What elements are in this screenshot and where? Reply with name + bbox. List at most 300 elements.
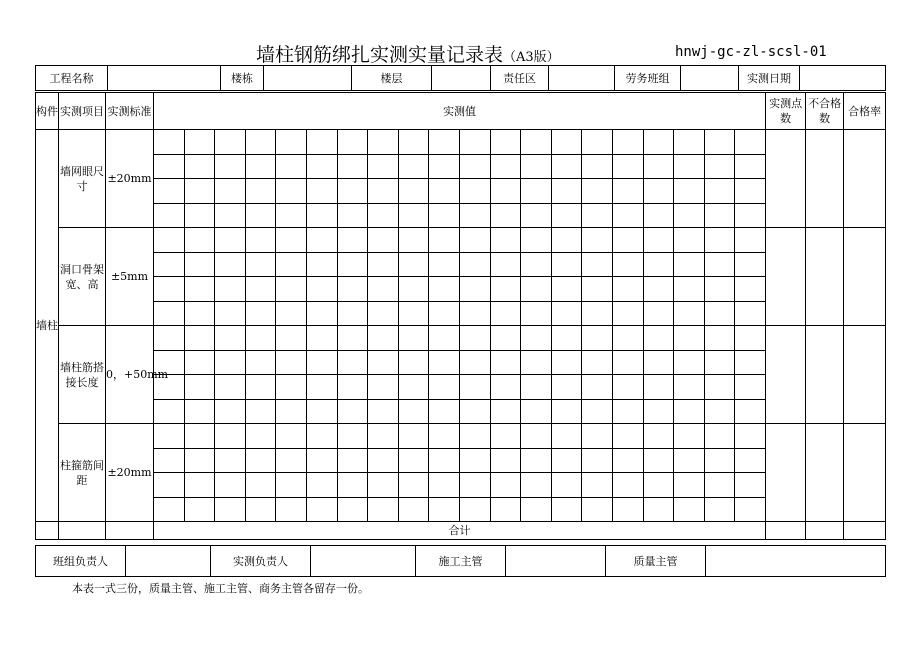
- value-cell[interactable]: [735, 179, 766, 204]
- value-cell[interactable]: [459, 301, 490, 326]
- value-cell[interactable]: [337, 228, 368, 253]
- pass-rate-cell[interactable]: [844, 424, 886, 522]
- unqualified-cell[interactable]: [806, 326, 844, 424]
- value-cell[interactable]: [154, 252, 185, 277]
- value-cell[interactable]: [643, 375, 674, 400]
- value-cell[interactable]: [337, 252, 368, 277]
- value-cell[interactable]: [704, 228, 735, 253]
- value-cell[interactable]: [459, 375, 490, 400]
- value-cell[interactable]: [490, 326, 521, 351]
- value-cell[interactable]: [521, 179, 552, 204]
- value-cell[interactable]: [245, 399, 276, 424]
- value-cell[interactable]: [337, 326, 368, 351]
- value-cell[interactable]: [704, 203, 735, 228]
- value-cell[interactable]: [521, 252, 552, 277]
- value-cell[interactable]: [184, 448, 215, 473]
- value-cell[interactable]: [154, 277, 185, 302]
- unqualified-cell[interactable]: [806, 228, 844, 326]
- value-cell[interactable]: [704, 179, 735, 204]
- value-cell[interactable]: [459, 448, 490, 473]
- value-cell[interactable]: [735, 448, 766, 473]
- value-cell[interactable]: [490, 154, 521, 179]
- responsible-area-field[interactable]: [549, 66, 615, 91]
- value-cell[interactable]: [582, 473, 613, 498]
- value-cell[interactable]: [398, 448, 429, 473]
- value-cell[interactable]: [368, 448, 399, 473]
- value-cell[interactable]: [184, 375, 215, 400]
- value-cell[interactable]: [735, 277, 766, 302]
- value-cell[interactable]: [215, 228, 246, 253]
- value-cell[interactable]: [429, 301, 460, 326]
- value-cell[interactable]: [612, 203, 643, 228]
- value-cell[interactable]: [368, 424, 399, 449]
- value-cell[interactable]: [306, 252, 337, 277]
- value-cell[interactable]: [612, 277, 643, 302]
- value-cell[interactable]: [215, 326, 246, 351]
- value-cell[interactable]: [245, 252, 276, 277]
- value-cell[interactable]: [674, 154, 705, 179]
- total-unqualified-cell[interactable]: [806, 522, 844, 540]
- value-cell[interactable]: [459, 130, 490, 155]
- value-cell[interactable]: [276, 375, 307, 400]
- value-cell[interactable]: [735, 228, 766, 253]
- value-cell[interactable]: [490, 424, 521, 449]
- value-cell[interactable]: [643, 350, 674, 375]
- value-cell[interactable]: [245, 203, 276, 228]
- value-cell[interactable]: [276, 473, 307, 498]
- value-cell[interactable]: [276, 326, 307, 351]
- value-cell[interactable]: [704, 375, 735, 400]
- value-cell[interactable]: [429, 252, 460, 277]
- points-cell[interactable]: [766, 228, 806, 326]
- value-cell[interactable]: [521, 375, 552, 400]
- value-cell[interactable]: [337, 424, 368, 449]
- value-cell[interactable]: [582, 277, 613, 302]
- value-cell[interactable]: [306, 424, 337, 449]
- value-cell[interactable]: [612, 130, 643, 155]
- value-cell[interactable]: [398, 497, 429, 522]
- value-cell[interactable]: [612, 301, 643, 326]
- value-cell[interactable]: [276, 301, 307, 326]
- value-cell[interactable]: [306, 473, 337, 498]
- value-cell[interactable]: [306, 203, 337, 228]
- value-cell[interactable]: [276, 497, 307, 522]
- value-cell[interactable]: [582, 301, 613, 326]
- value-cell[interactable]: [154, 448, 185, 473]
- total-points-cell[interactable]: [766, 522, 806, 540]
- value-cell[interactable]: [704, 424, 735, 449]
- value-cell[interactable]: [215, 252, 246, 277]
- value-cell[interactable]: [735, 203, 766, 228]
- value-cell[interactable]: [337, 497, 368, 522]
- value-cell[interactable]: [582, 228, 613, 253]
- value-cell[interactable]: [245, 179, 276, 204]
- value-cell[interactable]: [368, 375, 399, 400]
- value-cell[interactable]: [582, 497, 613, 522]
- value-cell[interactable]: [184, 228, 215, 253]
- value-cell[interactable]: [245, 473, 276, 498]
- value-cell[interactable]: [368, 203, 399, 228]
- value-cell[interactable]: [245, 326, 276, 351]
- value-cell[interactable]: [306, 301, 337, 326]
- value-cell[interactable]: [521, 497, 552, 522]
- value-cell[interactable]: [735, 252, 766, 277]
- value-cell[interactable]: [215, 399, 246, 424]
- value-cell[interactable]: [398, 424, 429, 449]
- value-cell[interactable]: [521, 301, 552, 326]
- value-cell[interactable]: [490, 350, 521, 375]
- value-cell[interactable]: [398, 154, 429, 179]
- value-cell[interactable]: [215, 375, 246, 400]
- value-cell[interactable]: [551, 301, 582, 326]
- value-cell[interactable]: [612, 473, 643, 498]
- value-cell[interactable]: [674, 252, 705, 277]
- total-pass-rate-cell[interactable]: [844, 522, 886, 540]
- value-cell[interactable]: [643, 277, 674, 302]
- value-cell[interactable]: [674, 228, 705, 253]
- quality-supervisor-field[interactable]: [706, 546, 886, 577]
- value-cell[interactable]: [643, 252, 674, 277]
- value-cell[interactable]: [459, 154, 490, 179]
- value-cell[interactable]: [398, 228, 429, 253]
- value-cell[interactable]: [398, 350, 429, 375]
- value-cell[interactable]: [582, 424, 613, 449]
- value-cell[interactable]: [184, 326, 215, 351]
- value-cell[interactable]: [582, 154, 613, 179]
- value-cell[interactable]: [245, 154, 276, 179]
- value-cell[interactable]: [735, 350, 766, 375]
- value-cell[interactable]: [398, 277, 429, 302]
- value-cell[interactable]: [245, 497, 276, 522]
- value-cell[interactable]: [735, 424, 766, 449]
- value-cell[interactable]: [184, 301, 215, 326]
- value-cell[interactable]: [551, 252, 582, 277]
- measure-date-field[interactable]: [800, 66, 886, 91]
- value-cell[interactable]: [674, 326, 705, 351]
- value-cell[interactable]: [582, 350, 613, 375]
- value-cell[interactable]: [154, 473, 185, 498]
- value-cell[interactable]: [398, 473, 429, 498]
- value-cell[interactable]: [735, 130, 766, 155]
- value-cell[interactable]: [551, 424, 582, 449]
- value-cell[interactable]: [215, 424, 246, 449]
- value-cell[interactable]: [674, 179, 705, 204]
- value-cell[interactable]: [429, 448, 460, 473]
- value-cell[interactable]: [704, 350, 735, 375]
- value-cell[interactable]: [704, 301, 735, 326]
- value-cell[interactable]: [368, 179, 399, 204]
- value-cell[interactable]: [490, 473, 521, 498]
- value-cell[interactable]: [184, 399, 215, 424]
- value-cell[interactable]: [612, 399, 643, 424]
- value-cell[interactable]: [429, 473, 460, 498]
- value-cell[interactable]: [582, 399, 613, 424]
- value-cell[interactable]: [612, 448, 643, 473]
- value-cell[interactable]: [368, 301, 399, 326]
- value-cell[interactable]: [674, 350, 705, 375]
- value-cell[interactable]: [429, 179, 460, 204]
- value-cell[interactable]: [459, 350, 490, 375]
- value-cell[interactable]: [429, 350, 460, 375]
- value-cell[interactable]: [398, 301, 429, 326]
- value-cell[interactable]: [337, 399, 368, 424]
- value-cell[interactable]: [551, 203, 582, 228]
- value-cell[interactable]: [215, 448, 246, 473]
- value-cell[interactable]: [429, 154, 460, 179]
- value-cell[interactable]: [245, 448, 276, 473]
- unqualified-cell[interactable]: [806, 424, 844, 522]
- value-cell[interactable]: [521, 228, 552, 253]
- value-cell[interactable]: [521, 399, 552, 424]
- value-cell[interactable]: [551, 130, 582, 155]
- floor-field[interactable]: [432, 66, 491, 91]
- value-cell[interactable]: [490, 130, 521, 155]
- value-cell[interactable]: [429, 497, 460, 522]
- building-field[interactable]: [264, 66, 352, 91]
- value-cell[interactable]: [582, 448, 613, 473]
- value-cell[interactable]: [398, 326, 429, 351]
- value-cell[interactable]: [154, 399, 185, 424]
- value-cell[interactable]: [306, 154, 337, 179]
- value-cell[interactable]: [551, 277, 582, 302]
- value-cell[interactable]: [674, 497, 705, 522]
- value-cell[interactable]: [612, 252, 643, 277]
- points-cell[interactable]: [766, 326, 806, 424]
- value-cell[interactable]: [612, 154, 643, 179]
- measure-leader-field[interactable]: [311, 546, 416, 577]
- value-cell[interactable]: [643, 130, 674, 155]
- value-cell[interactable]: [582, 130, 613, 155]
- value-cell[interactable]: [154, 326, 185, 351]
- value-cell[interactable]: [337, 203, 368, 228]
- value-cell[interactable]: [184, 277, 215, 302]
- value-cell[interactable]: [306, 350, 337, 375]
- value-cell[interactable]: [551, 399, 582, 424]
- value-cell[interactable]: [704, 252, 735, 277]
- value-cell[interactable]: [154, 424, 185, 449]
- value-cell[interactable]: [551, 228, 582, 253]
- value-cell[interactable]: [276, 448, 307, 473]
- value-cell[interactable]: [459, 228, 490, 253]
- value-cell[interactable]: [429, 375, 460, 400]
- value-cell[interactable]: [674, 130, 705, 155]
- value-cell[interactable]: [398, 130, 429, 155]
- value-cell[interactable]: [215, 154, 246, 179]
- value-cell[interactable]: [674, 375, 705, 400]
- value-cell[interactable]: [490, 277, 521, 302]
- value-cell[interactable]: [306, 277, 337, 302]
- value-cell[interactable]: [551, 497, 582, 522]
- value-cell[interactable]: [368, 154, 399, 179]
- value-cell[interactable]: [551, 154, 582, 179]
- value-cell[interactable]: [521, 203, 552, 228]
- value-cell[interactable]: [521, 130, 552, 155]
- value-cell[interactable]: [184, 203, 215, 228]
- value-cell[interactable]: [704, 473, 735, 498]
- value-cell[interactable]: [735, 154, 766, 179]
- value-cell[interactable]: [184, 130, 215, 155]
- value-cell[interactable]: [215, 130, 246, 155]
- value-cell[interactable]: [429, 228, 460, 253]
- value-cell[interactable]: [215, 277, 246, 302]
- value-cell[interactable]: [521, 277, 552, 302]
- value-cell[interactable]: [582, 179, 613, 204]
- value-cell[interactable]: [154, 203, 185, 228]
- value-cell[interactable]: [215, 179, 246, 204]
- value-cell[interactable]: [643, 179, 674, 204]
- value-cell[interactable]: [704, 448, 735, 473]
- value-cell[interactable]: [245, 350, 276, 375]
- value-cell[interactable]: [276, 399, 307, 424]
- value-cell[interactable]: [245, 277, 276, 302]
- value-cell[interactable]: [551, 473, 582, 498]
- value-cell[interactable]: [674, 301, 705, 326]
- value-cell[interactable]: [612, 350, 643, 375]
- labor-team-field[interactable]: [681, 66, 739, 91]
- value-cell[interactable]: [643, 399, 674, 424]
- value-cell[interactable]: [245, 130, 276, 155]
- value-cell[interactable]: [643, 497, 674, 522]
- value-cell[interactable]: [490, 497, 521, 522]
- value-cell[interactable]: [674, 399, 705, 424]
- value-cell[interactable]: [643, 154, 674, 179]
- value-cell[interactable]: [184, 497, 215, 522]
- value-cell[interactable]: [368, 130, 399, 155]
- value-cell[interactable]: [245, 424, 276, 449]
- value-cell[interactable]: [490, 228, 521, 253]
- value-cell[interactable]: [429, 326, 460, 351]
- value-cell[interactable]: [490, 399, 521, 424]
- value-cell[interactable]: [368, 228, 399, 253]
- value-cell[interactable]: [735, 473, 766, 498]
- value-cell[interactable]: [490, 448, 521, 473]
- value-cell[interactable]: [490, 375, 521, 400]
- value-cell[interactable]: [337, 130, 368, 155]
- value-cell[interactable]: [184, 350, 215, 375]
- team-leader-field[interactable]: [126, 546, 211, 577]
- value-cell[interactable]: [337, 301, 368, 326]
- value-cell[interactable]: [368, 497, 399, 522]
- value-cell[interactable]: [215, 350, 246, 375]
- project-name-field[interactable]: [108, 66, 221, 91]
- value-cell[interactable]: [429, 424, 460, 449]
- value-cell[interactable]: [551, 326, 582, 351]
- value-cell[interactable]: [154, 130, 185, 155]
- value-cell[interactable]: [521, 473, 552, 498]
- value-cell[interactable]: [459, 473, 490, 498]
- value-cell[interactable]: [398, 252, 429, 277]
- value-cell[interactable]: [521, 350, 552, 375]
- value-cell[interactable]: [643, 228, 674, 253]
- value-cell[interactable]: [368, 277, 399, 302]
- value-cell[interactable]: [276, 350, 307, 375]
- value-cell[interactable]: [735, 497, 766, 522]
- value-cell[interactable]: [521, 154, 552, 179]
- points-cell[interactable]: [766, 424, 806, 522]
- value-cell[interactable]: [245, 301, 276, 326]
- value-cell[interactable]: [674, 203, 705, 228]
- value-cell[interactable]: [735, 399, 766, 424]
- value-cell[interactable]: [459, 179, 490, 204]
- value-cell[interactable]: [276, 203, 307, 228]
- value-cell[interactable]: [612, 497, 643, 522]
- value-cell[interactable]: [429, 203, 460, 228]
- value-cell[interactable]: [306, 326, 337, 351]
- value-cell[interactable]: [582, 375, 613, 400]
- value-cell[interactable]: [521, 424, 552, 449]
- value-cell[interactable]: [674, 473, 705, 498]
- value-cell[interactable]: [674, 448, 705, 473]
- value-cell[interactable]: [551, 350, 582, 375]
- value-cell[interactable]: [612, 375, 643, 400]
- value-cell[interactable]: [337, 154, 368, 179]
- value-cell[interactable]: [154, 301, 185, 326]
- value-cell[interactable]: [459, 326, 490, 351]
- value-cell[interactable]: [643, 301, 674, 326]
- value-cell[interactable]: [337, 350, 368, 375]
- value-cell[interactable]: [398, 399, 429, 424]
- value-cell[interactable]: [215, 473, 246, 498]
- value-cell[interactable]: [735, 375, 766, 400]
- value-cell[interactable]: [306, 130, 337, 155]
- pass-rate-cell[interactable]: [844, 228, 886, 326]
- value-cell[interactable]: [306, 179, 337, 204]
- value-cell[interactable]: [551, 448, 582, 473]
- value-cell[interactable]: [368, 326, 399, 351]
- value-cell[interactable]: [490, 203, 521, 228]
- value-cell[interactable]: [337, 448, 368, 473]
- value-cell[interactable]: [582, 203, 613, 228]
- value-cell[interactable]: [337, 179, 368, 204]
- value-cell[interactable]: [306, 228, 337, 253]
- value-cell[interactable]: [704, 277, 735, 302]
- value-cell[interactable]: [735, 301, 766, 326]
- unqualified-cell[interactable]: [806, 130, 844, 228]
- value-cell[interactable]: [184, 154, 215, 179]
- value-cell[interactable]: [429, 130, 460, 155]
- value-cell[interactable]: [184, 252, 215, 277]
- value-cell[interactable]: [276, 130, 307, 155]
- value-cell[interactable]: [215, 301, 246, 326]
- value-cell[interactable]: [398, 179, 429, 204]
- value-cell[interactable]: [704, 497, 735, 522]
- value-cell[interactable]: [154, 179, 185, 204]
- value-cell[interactable]: [368, 252, 399, 277]
- value-cell[interactable]: [398, 203, 429, 228]
- value-cell[interactable]: [612, 424, 643, 449]
- value-cell[interactable]: [643, 326, 674, 351]
- points-cell[interactable]: [766, 130, 806, 228]
- pass-rate-cell[interactable]: [844, 130, 886, 228]
- value-cell[interactable]: [215, 203, 246, 228]
- value-cell[interactable]: [459, 252, 490, 277]
- value-cell[interactable]: [612, 228, 643, 253]
- value-cell[interactable]: [582, 326, 613, 351]
- pass-rate-cell[interactable]: [844, 326, 886, 424]
- value-cell[interactable]: [245, 228, 276, 253]
- value-cell[interactable]: [368, 350, 399, 375]
- value-cell[interactable]: [306, 375, 337, 400]
- value-cell[interactable]: [521, 326, 552, 351]
- value-cell[interactable]: [276, 179, 307, 204]
- value-cell[interactable]: [184, 179, 215, 204]
- value-cell[interactable]: [276, 228, 307, 253]
- value-cell[interactable]: [735, 326, 766, 351]
- value-cell[interactable]: [704, 399, 735, 424]
- value-cell[interactable]: [306, 448, 337, 473]
- value-cell[interactable]: [704, 130, 735, 155]
- value-cell[interactable]: [276, 154, 307, 179]
